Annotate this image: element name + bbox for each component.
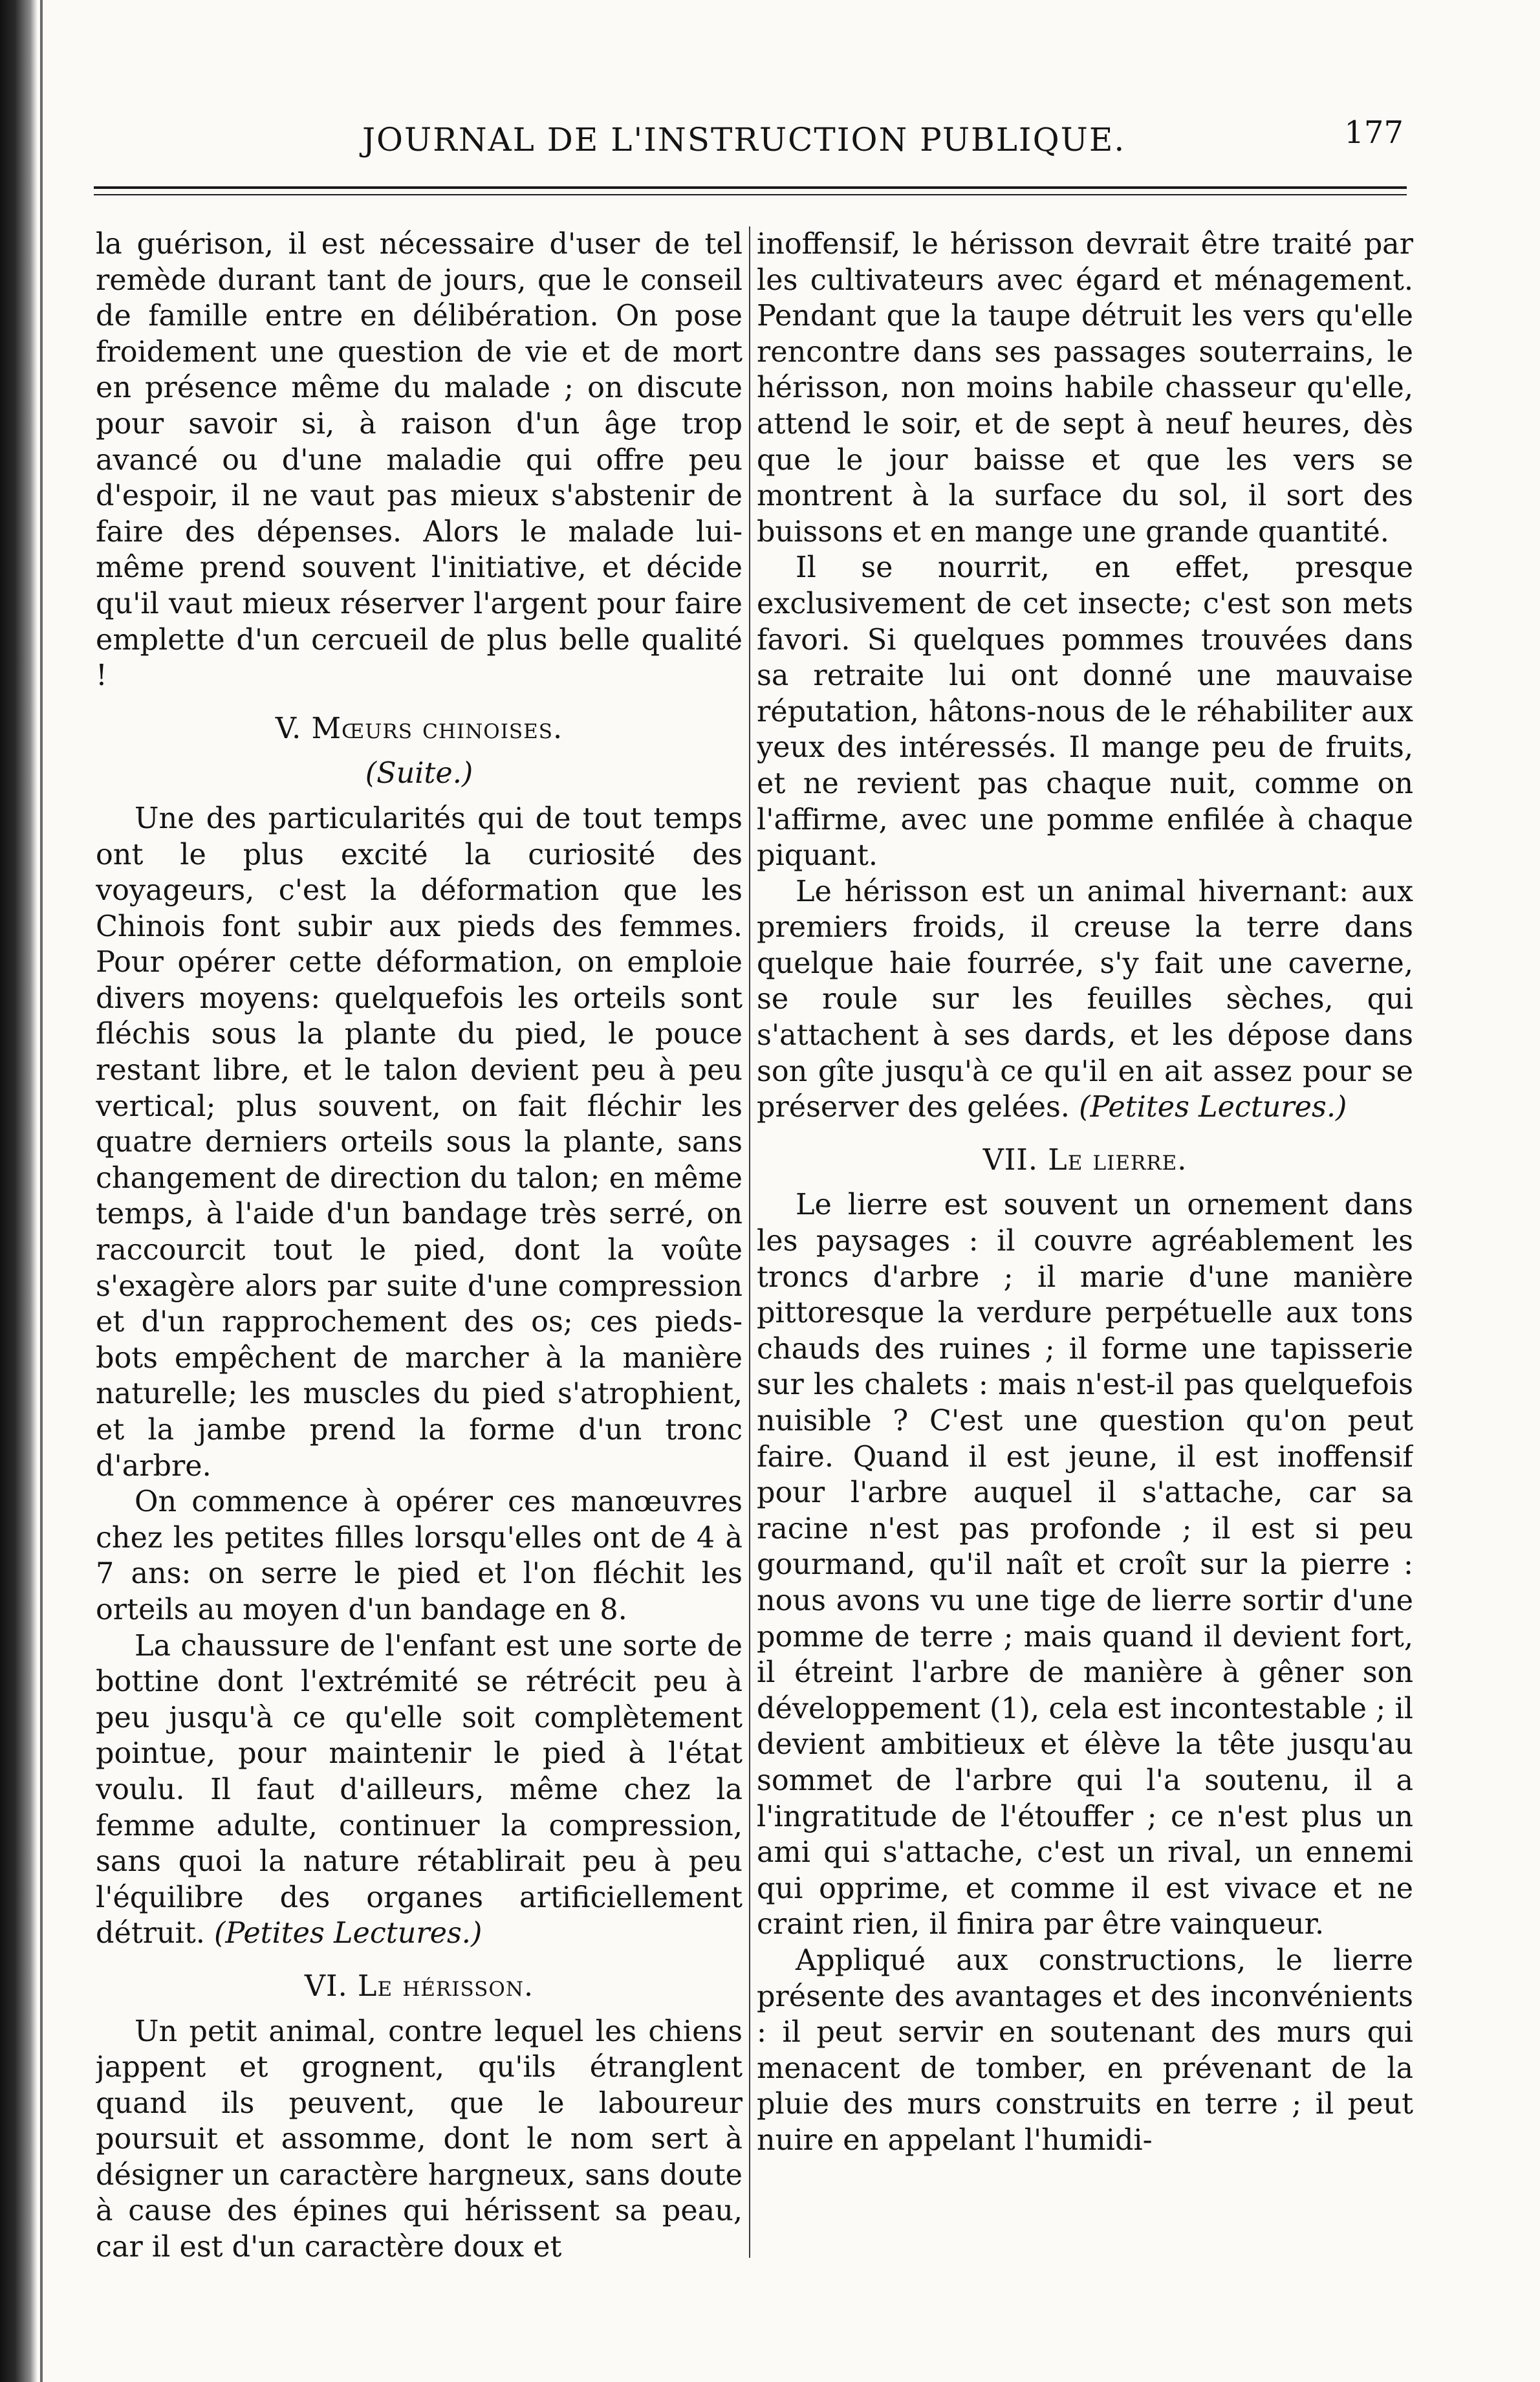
paragraph-ivy-constructions: Appliqué aux constructions, le lierre présente des avantages et des inconvénients : il peut servir en soutenant des murs qui menacent de tomber, en prévenant de la pluie des murs construits en terre ; il peut nuire en appelant l'humidi- [757, 1943, 1413, 2157]
header-rule [94, 186, 1407, 189]
paragraph-hedgehog-hibernation [757, 874, 1413, 1126]
header-rule-thin [94, 194, 1407, 195]
paragraph-foot-binding: Une des particularités qui de tout temps ont le plus excité la curiosité des voyageurs, c'est la déformation que les Chinois font subir aux pieds des femmes. Pour opérer cette déformation, on emploie divers moyens: quelquefois les orteils sont fléchis sous la plante du pied, le pouce restant libre, et le talon devient peu à peu vertical; plus souvent, on fait fléchir les quatre derniers orteils sous la plante, sans changement de direction du talon; en même temps, à l'aide d'un bandage très serré, on raccourcit tout le pied, dont la voûte s'exagère alors par suite d'une compression et d'un rapprochement des os; ces pieds-bots empêchent de marcher à la manière naturelle; les muscles du pied s'atrophient, et la jambe prend la forme d'un tronc d'arbre. [96, 802, 743, 1483]
paragraph-hedgehog-intro: Un petit animal, contre lequel les chiens jappent et grognent, qu'ils étranglent quand ils peuvent, que le laboureur poursuit et assomme, dont le nom sert à désigner un caractère hargneux, sans doute à cause des épines qui hérissent sa peau, car il est d'un caractère doux et [96, 2015, 743, 2264]
section-note-suite: (Suite.) [365, 757, 473, 791]
section-heading-v [96, 711, 743, 747]
source-citation: (Petites Lectures.) [214, 1917, 483, 1950]
column-divider [749, 226, 750, 2258]
paragraph-young-girls: On commence à opérer ces manœuvres chez les petites filles lorsqu'elles ont de 4 à 7 ans: on serre le pied et l'on fléchit les orteils au moyen d'un bandage en 8. [96, 1485, 743, 1626]
section-title: Le hérisson. [357, 1969, 534, 2003]
left-column [96, 226, 743, 2271]
section-number: VI. [304, 1969, 348, 2003]
paragraph-hedgehog-continuation: inoffensif, le hérisson devrait être traité par les cultivateurs avec égard et ménagement. Pendant que la taupe détruit les vers qu'elle rencontre dans ses passages souterrains, le hérisson, non moins habile chasseur qu'elle, attend le soir, et de sept à neuf heures, dès que le jour baisse et que les vers se montrent à la surface du sol, il sort des buissons et en mange une grande quantité. [757, 228, 1413, 549]
paragraph-ivy-trees: Le lierre est souvent un ornement dans les paysages : il couvre agréablement les troncs d'arbre ; il marie d'une manière pittoresque la verdure perpétuelle aux tons chauds des ruines ; il forme une tapisserie sur les chalets : mais n'est-il pas quelquefois nuisible ? C'est une question qu'on peut faire. Quand il est jeune, il est inoffensif pour l'arbre auquel il s'attache, car sa racine n'est pas profonde ; il est si peu gourmand, qu'il naît et croît sur la pierre : nous avons vu une tige de lierre sortir d'une pomme de terre ; mais quand il devient fort, il étreint l'arbre de manière à gêner son développement (1), cela est incontestable ; il devient ambitieux et élève la tête jusqu'au sommet de l'arbre qui l'a soutenu, il a l'ingratitude de l'étouffer ; ce n'est plus un ami qui s'attache, c'est un rival, un ennemi qui opprime, et comme il est vivace et ne craint rien, il finira par être vainqueur. [757, 1188, 1413, 1941]
section-heading-vi [96, 1969, 743, 2005]
paragraph-funeral-continuation: la guérison, il est nécessaire d'user de tel remède durant tant de jours, que le conseil de famille entre en délibération. On pose froidement une question de vie et de mort en présence même du malade ; on discute pour savoir si, à raison d'un âge trop avancé ou d'une maladie qui offre peu d'espoir, il ne vaut pas mieux s'abstenir de faire des dépenses. Alors le malade lui-même prend souvent l'initiative, et décide qu'il vaut mieux réserver l'argent pour faire emplette d'un cercueil de plus belle qualité ! [96, 228, 743, 693]
journal-title: JOURNAL DE L'INSTRUCTION PUBLIQUE. [362, 121, 1126, 158]
running-header [97, 113, 1404, 171]
book-spine-shadow [0, 0, 38, 2382]
page-gutter-line [40, 0, 43, 2382]
page-number: 177 [1344, 115, 1404, 151]
section-title: Le lierre. [1048, 1143, 1188, 1177]
paragraph-footwear [96, 1628, 743, 1952]
section-title: Mœurs chinoises. [311, 712, 563, 745]
section-number: VII. [982, 1143, 1039, 1177]
source-citation: (Petites Lectures.) [1079, 1091, 1347, 1124]
section-number: V. [275, 712, 302, 745]
paragraph-text: Le hérisson est un animal hivernant: aux premiers froids, il creuse la terre dans quelque haie fourrée, s'y fait une caverne, se roule sur les feuilles sèches, qui s'attachent à ses dards, et les dépose dans son gîte jusqu'à ce qu'il en ait assez pour se préserver des gelées. [757, 875, 1413, 1124]
paragraph-text: La chaussure de l'enfant est une sorte de bottine dont l'extrémité se rétrécit peu à peu jusqu'à ce qu'elle soit complètement pointue, pour maintenir le pied à l'état voulu. Il faut d'ailleurs, même chez la femme adulte, continuer la compression, sans quoi la nature rétablirait peu à peu l'équilibre des organes artificiellement détruit. [96, 1629, 743, 1950]
right-column [757, 226, 1413, 2271]
section-heading-vii [757, 1142, 1413, 1179]
paragraph-hedgehog-diet: Il se nourrit, en effet, presque exclusivement de cet insecte; c'est son mets favori. Si quelques pommes trouvées dans sa retraite lui ont donné une mauvaise réputation, hâtons-nous de le réhabiliter aux yeux des intéressés. Il mange peu de fruits, et ne revient pas chaque nuit, comme on l'affirme, avec une pomme enfilée à chaque piquant. [757, 551, 1413, 873]
